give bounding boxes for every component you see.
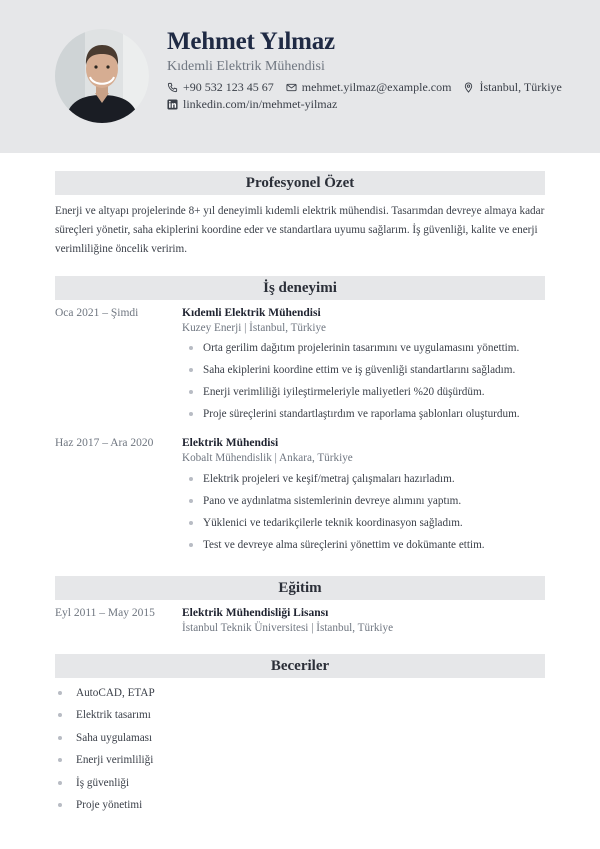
- email-item: [286, 80, 452, 95]
- phone-item: [167, 80, 274, 95]
- candidate-name: Mehmet Yılmaz: [167, 28, 335, 55]
- job-title: Kıdemli Elektrik Mühendisi: [182, 307, 321, 319]
- linkedin-link[interactable]: linkedin.com/in/mehmet-yilmaz: [183, 97, 338, 111]
- summary-line: süreçleri yönetir, saha ekiplerini koordine eder ve standartlara uyumu sağlarım. İş güvenliği, kalite ve enerji: [55, 224, 538, 236]
- school-name: İstanbul Teknik Üniversitesi | İstanbul, Türkiye: [182, 622, 394, 634]
- location-item: [463, 80, 561, 95]
- list-item: Pano ve aydınlatma sistemlerinin devreye alımını yaptım.: [189, 493, 485, 515]
- job-bullets: [189, 340, 520, 428]
- linkedin-item: [167, 97, 337, 112]
- job-company: Kobalt Mühendislik | Ankara, Türkiye: [182, 452, 353, 464]
- list-item: Orta gerilim dağıtım projelerinin tasarımını ve uygulamasını yönettim.: [189, 340, 520, 362]
- summary-text: [55, 202, 545, 259]
- list-item: Enerji verimliliği: [58, 752, 155, 774]
- avatar: [55, 29, 149, 123]
- job-date: Oca 2021 – Şimdi: [55, 307, 139, 319]
- job-bullets: [189, 471, 485, 559]
- skills-list: [58, 685, 155, 819]
- list-item: Yüklenici ve tedarikçilerle teknik koordinasyon sağladım.: [189, 515, 485, 537]
- location-text: İstanbul, Türkiye: [479, 80, 562, 94]
- list-item: AutoCAD, ETAP: [58, 685, 155, 707]
- list-item: Elektrik projeleri ve keşif/metraj çalışmaları hazırladım.: [189, 471, 485, 493]
- list-item: Proje yönetimi: [58, 797, 155, 819]
- summary-line: verimliliğine öncelik veririm.: [55, 243, 188, 255]
- candidate-title: Kıdemli Elektrik Mühendisi: [167, 59, 325, 74]
- summary-line: Enerji ve altyapı projelerinde 8+ yıl deneyimli kıdemli elektrik mühendisi. Tasarımdan devreye almaya kadar: [55, 205, 545, 217]
- resume-header: [0, 0, 600, 153]
- list-item: Saha ekiplerini koordine ettim ve iş güvenliği standartlarını sağladım.: [189, 362, 520, 384]
- linkedin-icon: [167, 99, 178, 110]
- list-item: Proje süreçlerini standartlaştırdım ve raporlama şablonları oluşturdum.: [189, 406, 520, 428]
- email-link[interactable]: mehmet.yilmaz@example.com: [301, 80, 452, 94]
- contact-row: [167, 80, 574, 95]
- section-title-education: Eğitim: [55, 576, 545, 600]
- envelope-icon: [286, 82, 297, 93]
- section-title-summary: Profesyonel Özet: [55, 171, 545, 195]
- map-pin-icon: [463, 82, 474, 93]
- phone-icon: [167, 82, 178, 93]
- section-title-skills: Beceriler: [55, 654, 545, 678]
- job-company: Kuzey Enerji | İstanbul, Türkiye: [182, 322, 327, 334]
- list-item: Test ve devreye alma süreçlerini yönettim ve dokümante ettim.: [189, 537, 485, 559]
- degree-title: Elektrik Mühendisliği Lisansı: [182, 607, 329, 619]
- job-date: Haz 2017 – Ara 2020: [55, 437, 154, 449]
- list-item: Saha uygulaması: [58, 730, 155, 752]
- job-title: Elektrik Mühendisi: [182, 437, 279, 449]
- contact-row-2: [167, 97, 349, 112]
- list-item: Enerji verimliliği iyileştirmeleriyle maliyetleri %20 düşürdüm.: [189, 384, 520, 406]
- section-title-experience: İş deneyimi: [55, 276, 545, 300]
- list-item: İş güvenliği: [58, 775, 155, 797]
- education-date: Eyl 2011 – May 2015: [55, 607, 155, 619]
- phone-text[interactable]: +90 532 123 45 67: [183, 80, 274, 94]
- list-item: Elektrik tasarımı: [58, 707, 155, 729]
